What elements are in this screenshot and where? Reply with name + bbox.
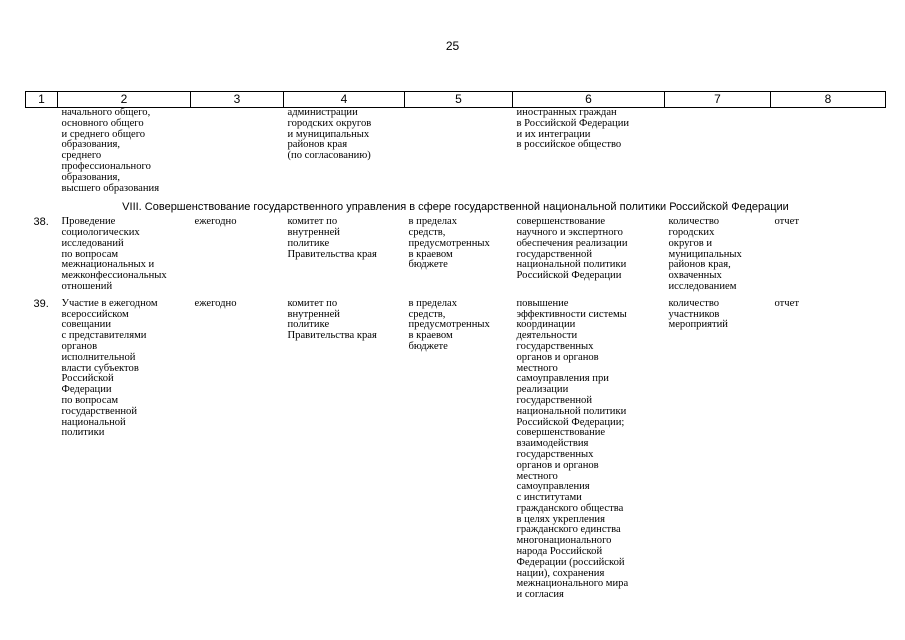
cell-funding: в пределах средств, предусмотренных в краевом бюджете <box>408 216 490 271</box>
cell-report: отчет <box>774 297 799 309</box>
cell-number <box>26 108 58 197</box>
cell-activity: начального общего, основного общего и среднего общего образования, среднего профессионального образования, высшего образования <box>61 107 160 194</box>
cell-indicator <box>665 108 771 197</box>
cell-deadline: ежегодно <box>194 216 237 228</box>
continuation-row <box>26 108 886 197</box>
cell-activity: Проведение социологических исследований по вопросам межнациональных и межконфессиональных отношений <box>61 216 167 292</box>
plan-table <box>25 91 886 601</box>
cell-funding <box>405 108 513 197</box>
column-number: 8 <box>771 92 886 108</box>
table-row <box>26 299 886 601</box>
cell-executor: комитет по внутренней политике Правительства края <box>287 216 377 260</box>
cell-report: отчет <box>774 216 799 228</box>
cell-indicator: количество городских округов и муниципальных районов края, охваченных исследованием <box>668 216 742 292</box>
table-row <box>26 217 886 299</box>
column-number: 1 <box>26 92 58 108</box>
section-row <box>26 196 886 217</box>
section-title: VIII. Совершенствование государственного управления в сфере государственной национальной политики Российской Федерации <box>122 201 789 214</box>
cell-result: повышение эффективности системы координации деятельности государственных органов и органов местного самоуправления при реализации государственной национальной политики Российской Федерации; совершенствование взаимодействия государственных органов и органов местного самоуправления с институтами гражданского общества в целях укрепления гражданского единства многонационального народа Российской Федерации (российской нации), сохранения межнационального мира и согласия <box>516 297 629 601</box>
column-number: 6 <box>513 92 665 108</box>
cell-indicator: количество участников мероприятий <box>668 297 728 331</box>
column-number: 2 <box>58 92 191 108</box>
cell-result: иностранных граждан в Российской Федерации и их интеграции в российское общество <box>516 107 630 151</box>
cell-executor: комитет по внутренней политике Правительства края <box>287 297 377 342</box>
cell-result: совершенствование научного и экспертного обеспечения реализации государственной национальной политики Российской Федерации <box>516 216 628 282</box>
column-number: 5 <box>405 92 513 108</box>
cell-funding: в пределах средств, предусмотренных в краевом бюджете <box>408 297 490 352</box>
page-number: 25 <box>445 39 460 53</box>
column-number: 3 <box>191 92 284 108</box>
column-number: 7 <box>665 92 771 108</box>
cell-number: 38. <box>33 216 49 229</box>
cell-executor: администрации городских округов и муниципальных районов края (по согласованию) <box>287 107 372 162</box>
cell-number: 39. <box>33 297 49 310</box>
column-number: 4 <box>284 92 405 108</box>
cell-deadline <box>191 108 284 197</box>
cell-report <box>771 108 886 197</box>
column-number-header <box>26 92 886 108</box>
cell-deadline: ежегодно <box>194 297 237 309</box>
cell-activity: Участие в ежегодном всероссийском совещании с представителями органов исполнительной власти субъектов Российской Федерации по вопросам государственной национальной политики <box>61 297 158 439</box>
